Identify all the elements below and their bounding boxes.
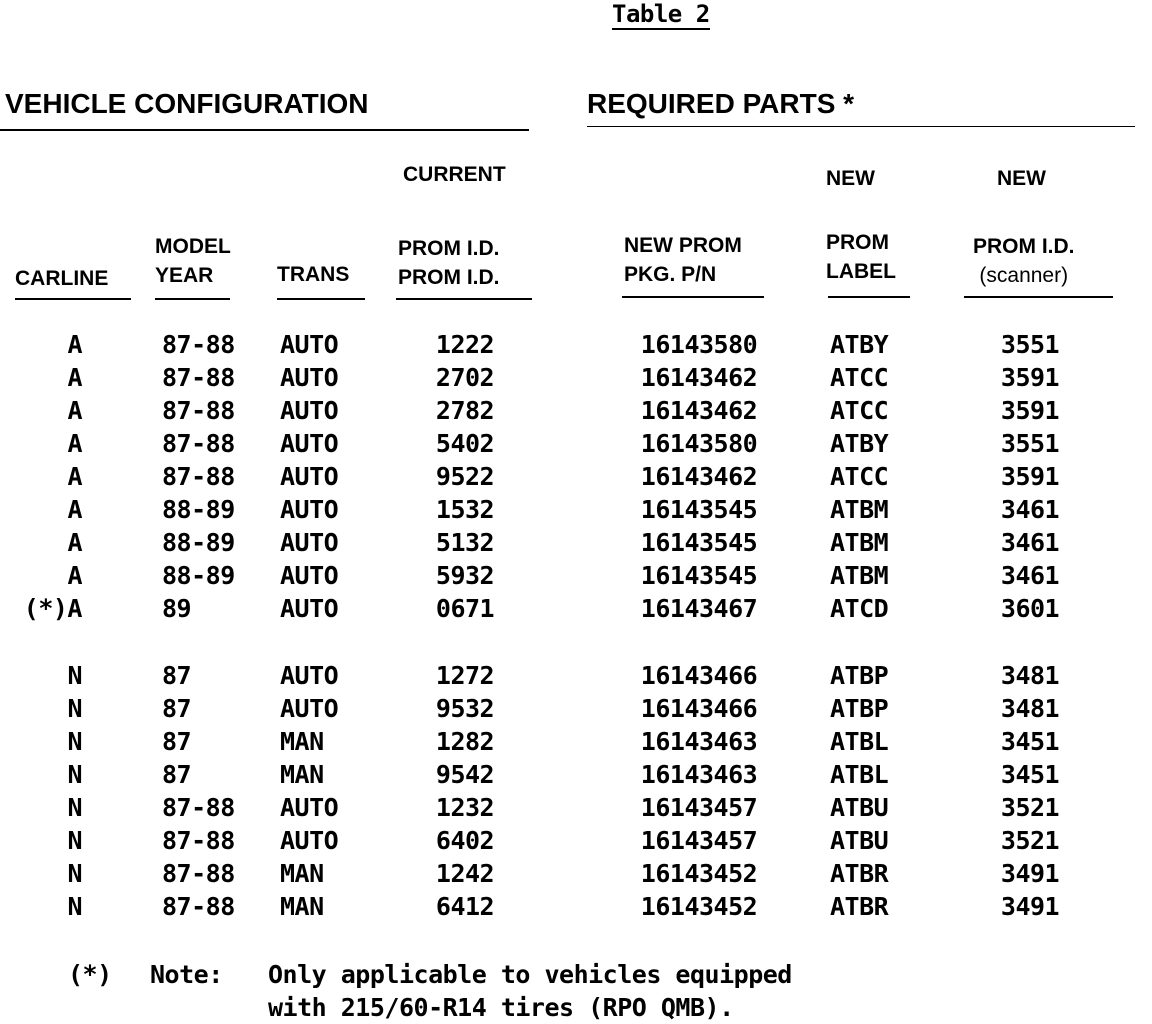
- column-header-current-prom-id: [398, 234, 500, 292]
- new-prom-id-scanner-cell: 3551: [1000, 429, 1060, 458]
- carline-cell: N: [67, 826, 82, 855]
- header-rule: [622, 296, 764, 298]
- new-prom-pkg-cell: 16143452: [640, 892, 758, 921]
- new-prom-pkg-cell: 16143467: [640, 594, 758, 623]
- note-line-1: Only applicable to vehicles equipped: [268, 960, 792, 989]
- header-rule: [277, 298, 365, 300]
- new-prom-id-scanner-cell: 3551: [1000, 330, 1060, 359]
- new-prom-label-cell: ATBY: [830, 429, 889, 458]
- new-prom-id-scanner-cell: 3491: [1000, 859, 1060, 888]
- column-header-model-year: [155, 232, 231, 290]
- header-text: NEW: [826, 167, 875, 190]
- trans-cell: AUTO: [280, 396, 339, 425]
- header-text: TRANS: [277, 263, 350, 286]
- column-header-current: [403, 160, 506, 189]
- section-required-parts: REQUIRED PARTS *: [587, 88, 855, 119]
- new-prom-label-cell: ATCC: [830, 363, 889, 392]
- header-rule: [155, 298, 230, 300]
- trans-cell: AUTO: [280, 429, 339, 458]
- current-prom-id-cell: 0671: [435, 594, 495, 623]
- current-prom-id-cell: 6412: [435, 892, 495, 921]
- section-rule: [587, 126, 1135, 127]
- note-marker: (*): [68, 960, 112, 989]
- current-prom-id-cell: 9542: [435, 760, 495, 789]
- model-year-cell: 87-88: [162, 330, 235, 359]
- new-prom-id-scanner-cell: 3451: [1000, 760, 1060, 789]
- header-text: PROM I.D.: [398, 266, 500, 289]
- model-year-cell: 87: [162, 727, 192, 756]
- note-label: Note:: [150, 960, 223, 989]
- column-header-prom-label: [826, 228, 896, 286]
- column-header-prom-id-scanner: [973, 232, 1075, 290]
- new-prom-label-cell: ATCC: [830, 396, 889, 425]
- current-prom-id-cell: 1282: [435, 727, 495, 756]
- carline-cell: N: [67, 694, 82, 723]
- model-year-cell: 87: [162, 694, 192, 723]
- header-text: CURRENT: [403, 163, 506, 186]
- carline-cell: (*)A: [23, 594, 82, 623]
- new-prom-label-cell: ATBP: [830, 661, 889, 690]
- new-prom-id-scanner-cell: 3461: [1000, 561, 1060, 590]
- model-year-cell: 87-88: [162, 793, 235, 822]
- trans-cell: AUTO: [280, 793, 339, 822]
- model-year-cell: 87-88: [162, 429, 235, 458]
- new-prom-id-scanner-cell: 3461: [1000, 495, 1060, 524]
- current-prom-id-cell: 9522: [435, 462, 495, 491]
- carline-cell: N: [67, 892, 82, 921]
- new-prom-pkg-cell: 16143545: [640, 528, 758, 557]
- carline-cell: A: [67, 396, 82, 425]
- trans-cell: MAN: [280, 760, 324, 789]
- carline-cell: A: [67, 561, 82, 590]
- new-prom-pkg-cell: 16143452: [640, 859, 758, 888]
- trans-cell: AUTO: [280, 495, 339, 524]
- model-year-cell: 87-88: [162, 892, 235, 921]
- current-prom-id-cell: 1232: [435, 793, 495, 822]
- header-rule: [15, 298, 131, 300]
- new-prom-label-cell: ATBP: [830, 694, 889, 723]
- trans-cell: AUTO: [280, 826, 339, 855]
- trans-cell: MAN: [280, 892, 324, 921]
- new-prom-pkg-cell: 16143463: [640, 727, 758, 756]
- new-prom-pkg-cell: 16143457: [640, 793, 758, 822]
- trans-cell: AUTO: [280, 661, 339, 690]
- new-prom-label-cell: ATBR: [830, 892, 889, 921]
- new-prom-id-scanner-cell: 3481: [1000, 694, 1060, 723]
- current-prom-id-cell: 1222: [435, 330, 495, 359]
- current-prom-id-cell: 6402: [435, 826, 495, 855]
- new-prom-label-cell: ATBL: [830, 760, 889, 789]
- new-prom-pkg-cell: 16143462: [640, 396, 758, 425]
- new-prom-label-cell: ATBM: [830, 495, 889, 524]
- current-prom-id-cell: 2702: [435, 363, 495, 392]
- model-year-cell: 87-88: [162, 363, 235, 392]
- new-prom-pkg-cell: 16143580: [640, 429, 758, 458]
- note-line-2: with 215/60-R14 tires (RPO QMB).: [268, 993, 734, 1022]
- new-prom-id-scanner-cell: 3601: [1000, 594, 1060, 623]
- current-prom-id-cell: 1242: [435, 859, 495, 888]
- new-prom-pkg-cell: 16143545: [640, 561, 758, 590]
- current-prom-id-cell: 1532: [435, 495, 495, 524]
- header-rule: [964, 296, 1113, 298]
- new-prom-id-scanner-cell: 3451: [1000, 727, 1060, 756]
- header-text: NEW PROM: [624, 234, 742, 257]
- model-year-cell: 87-88: [162, 462, 235, 491]
- column-header-trans: [277, 260, 349, 289]
- header-text: PROM I.D.: [398, 237, 500, 260]
- new-prom-pkg-cell: 16143462: [640, 462, 758, 491]
- new-prom-id-scanner-cell: 3521: [1000, 826, 1060, 855]
- header-text: (scanner): [979, 264, 1069, 287]
- new-prom-label-cell: ATBM: [830, 561, 889, 590]
- current-prom-id-cell: 5132: [435, 528, 495, 557]
- new-prom-id-scanner-cell: 3461: [1000, 528, 1060, 557]
- new-prom-pkg-cell: 16143580: [640, 330, 758, 359]
- table-title: Table 2: [612, 0, 710, 28]
- model-year-cell: 88-89: [162, 528, 235, 557]
- carline-cell: A: [67, 495, 82, 524]
- header-rule: [396, 298, 532, 300]
- carline-cell: A: [67, 363, 82, 392]
- new-prom-id-scanner-cell: 3521: [1000, 793, 1060, 822]
- trans-cell: MAN: [280, 727, 324, 756]
- new-prom-label-cell: ATBR: [830, 859, 889, 888]
- header-text: PKG. P/N: [624, 263, 717, 286]
- new-prom-id-scanner-cell: 3481: [1000, 661, 1060, 690]
- trans-cell: AUTO: [280, 363, 339, 392]
- header-text: YEAR: [155, 264, 214, 287]
- trans-cell: AUTO: [280, 561, 339, 590]
- column-header-new-scanner: [997, 164, 1046, 193]
- header-text: LABEL: [826, 260, 896, 283]
- new-prom-id-scanner-cell: 3591: [1000, 396, 1060, 425]
- carline-cell: N: [67, 793, 82, 822]
- new-prom-label-cell: ATBM: [830, 528, 889, 557]
- trans-cell: AUTO: [280, 594, 339, 623]
- trans-cell: AUTO: [280, 330, 339, 359]
- model-year-cell: 87: [162, 760, 192, 789]
- carline-cell: A: [67, 462, 82, 491]
- header-rule: [828, 296, 910, 298]
- trans-cell: MAN: [280, 859, 324, 888]
- header-text: PROM I.D.: [973, 235, 1075, 258]
- model-year-cell: 88-89: [162, 495, 235, 524]
- current-prom-id-cell: 1272: [435, 661, 495, 690]
- carline-cell: N: [67, 859, 82, 888]
- carline-cell: A: [67, 429, 82, 458]
- new-prom-id-scanner-cell: 3591: [1000, 462, 1060, 491]
- new-prom-label-cell: ATBY: [830, 330, 889, 359]
- model-year-cell: 87-88: [162, 396, 235, 425]
- new-prom-pkg-cell: 16143466: [640, 661, 758, 690]
- column-header-new-prom-pkg: [624, 231, 742, 289]
- new-prom-pkg-cell: 16143545: [640, 495, 758, 524]
- new-prom-id-scanner-cell: 3591: [1000, 363, 1060, 392]
- new-prom-label-cell: ATBU: [830, 826, 889, 855]
- current-prom-id-cell: 9532: [435, 694, 495, 723]
- carline-cell: N: [67, 727, 82, 756]
- header-text: CARLINE: [15, 267, 109, 290]
- trans-cell: AUTO: [280, 528, 339, 557]
- new-prom-label-cell: ATBU: [830, 793, 889, 822]
- model-year-cell: 88-89: [162, 561, 235, 590]
- new-prom-label-cell: ATCD: [830, 594, 889, 623]
- new-prom-pkg-cell: 16143462: [640, 363, 758, 392]
- section-vehicle-configuration: VEHICLE CONFIGURATION: [5, 88, 369, 119]
- carline-cell: A: [67, 330, 82, 359]
- new-prom-pkg-cell: 16143463: [640, 760, 758, 789]
- trans-cell: AUTO: [280, 694, 339, 723]
- model-year-cell: 87-88: [162, 826, 235, 855]
- section-rule: [0, 129, 529, 131]
- new-prom-pkg-cell: 16143466: [640, 694, 758, 723]
- header-text: MODEL: [155, 235, 231, 258]
- model-year-cell: 87-88: [162, 859, 235, 888]
- new-prom-label-cell: ATBL: [830, 727, 889, 756]
- current-prom-id-cell: 5402: [435, 429, 495, 458]
- header-text: PROM: [826, 231, 889, 254]
- model-year-cell: 89: [162, 594, 192, 623]
- header-text: NEW: [997, 167, 1046, 190]
- new-prom-pkg-cell: 16143457: [640, 826, 758, 855]
- carline-cell: N: [67, 661, 82, 690]
- current-prom-id-cell: 2782: [435, 396, 495, 425]
- carline-cell: A: [67, 528, 82, 557]
- carline-cell: N: [67, 760, 82, 789]
- column-header-new-label: [826, 164, 875, 193]
- new-prom-label-cell: ATCC: [830, 462, 889, 491]
- column-header-carline: [15, 264, 108, 293]
- trans-cell: AUTO: [280, 462, 339, 491]
- current-prom-id-cell: 5932: [435, 561, 495, 590]
- model-year-cell: 87: [162, 661, 192, 690]
- new-prom-id-scanner-cell: 3491: [1000, 892, 1060, 921]
